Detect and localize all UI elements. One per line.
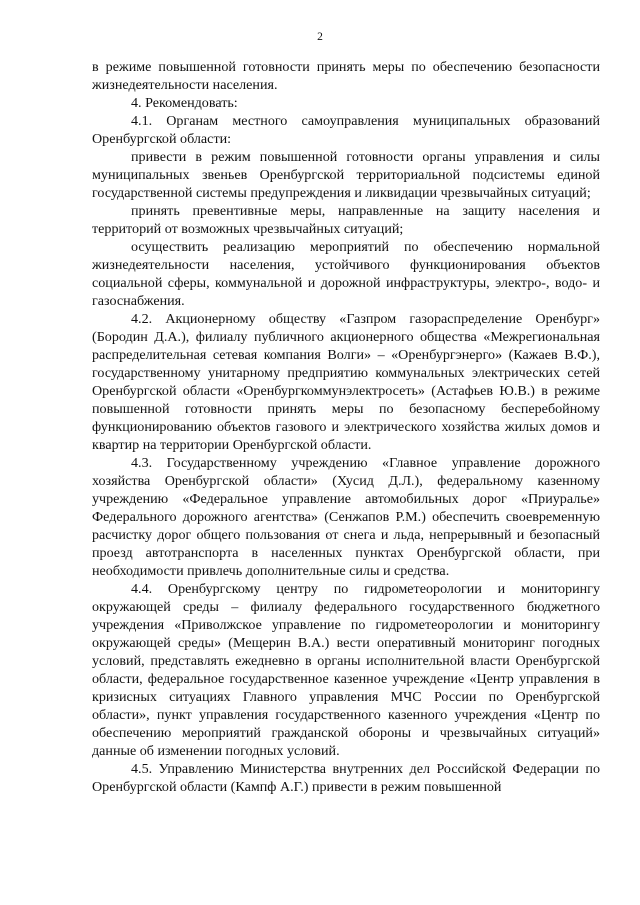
paragraph-section-4-heading: 4. Рекомендовать: xyxy=(131,95,238,111)
paragraph-4-1-item-1: привести в режим повышенной готовности органы управления и силы муниципальных звеньев Оренбургской территориальной подсистемы единой государственной системы предупреждения и ликвидации чрезвычайных ситуаций; xyxy=(92,149,600,201)
paragraph-continuation: в режиме повышенной готовности принять меры по обеспечению безопасности жизнедеятельности населения. xyxy=(92,59,600,93)
paragraph-4-1-item-3: осуществить реализацию мероприятий по обеспечению нормальной жизнедеятельности населения, устойчивого функционирования объектов социальной сферы, коммунальной и дорожной инфраструктуры, электро-, водо- и газоснабжения. xyxy=(92,239,600,309)
page-number: 2 xyxy=(317,31,323,43)
paragraph-4-5: 4.5. Управлению Министерства внутренних дел Российской Федерации по Оренбургской области (Кампф А.Г.) привести в режим повышенной xyxy=(92,761,600,795)
paragraph-4-2: 4.2. Акционерному обществу «Газпром газораспределение Оренбург» (Бородин Д.А.), филиалу публичного акционерного общества «Межрегиональная распределительная сетевая компания Волги» – «Оренбургэнерго» (Кажаев В.Ф.), государственному унитарному предприятию коммунальных электрических сетей Оренбургской области «Оренбургкоммунэлектросеть» (Астафьев Ю.В.) в режиме повышенной готовности принять меры по безопасному бесперебойному функционированию объектов газового и электрического хозяйства жилых домов и квартир на территории Оренбургской области. xyxy=(92,311,600,453)
paragraph-4-1-item-2: принять превентивные меры, направленные на защиту населения и территорий от возможных чрезвычайных ситуаций; xyxy=(92,203,600,237)
document-body xyxy=(92,58,600,796)
paragraph-4-4: 4.4. Оренбургскому центру по гидрометеорологии и мониторингу окружающей среды – филиалу федерального государственного бюджетного учреждения «Приволжское управление по гидрометеорологии и мониторингу окружающей среды» (Мещерин В.А.) вести оперативный мониторинг погодных условий, представлять ежедневно в органы исполнительной власти Оренбургской области, федеральное государственное казенное учреждение «Центр управления в кризисных ситуациях Главного управления МЧС России по Оренбургской области», пункт управления государственного казенного учреждения «Центр по обеспечению мероприятий гражданской обороны и чрезвычайных ситуаций» данные об изменении погодных условий. xyxy=(92,581,600,759)
paragraph-4-3: 4.3. Государственному учреждению «Главное управление дорожного хозяйства Оренбургской области» (Хусид Д.Л.), федеральному казенному учреждению «Федеральное управление автомобильных дорог «Приуралье» Федерального дорожного агентства» (Сенжапов Р.М.) обеспечить своевременную расчистку дорог общего пользования от снега и льда, непрерывный и безопасный проезд автотранспорта в населенных пунктах Оренбургской области, при необходимости привлечь дополнительные силы и средства. xyxy=(92,455,600,579)
paragraph-4-1: 4.1. Органам местного самоуправления муниципальных образований Оренбургской области: xyxy=(92,113,600,147)
